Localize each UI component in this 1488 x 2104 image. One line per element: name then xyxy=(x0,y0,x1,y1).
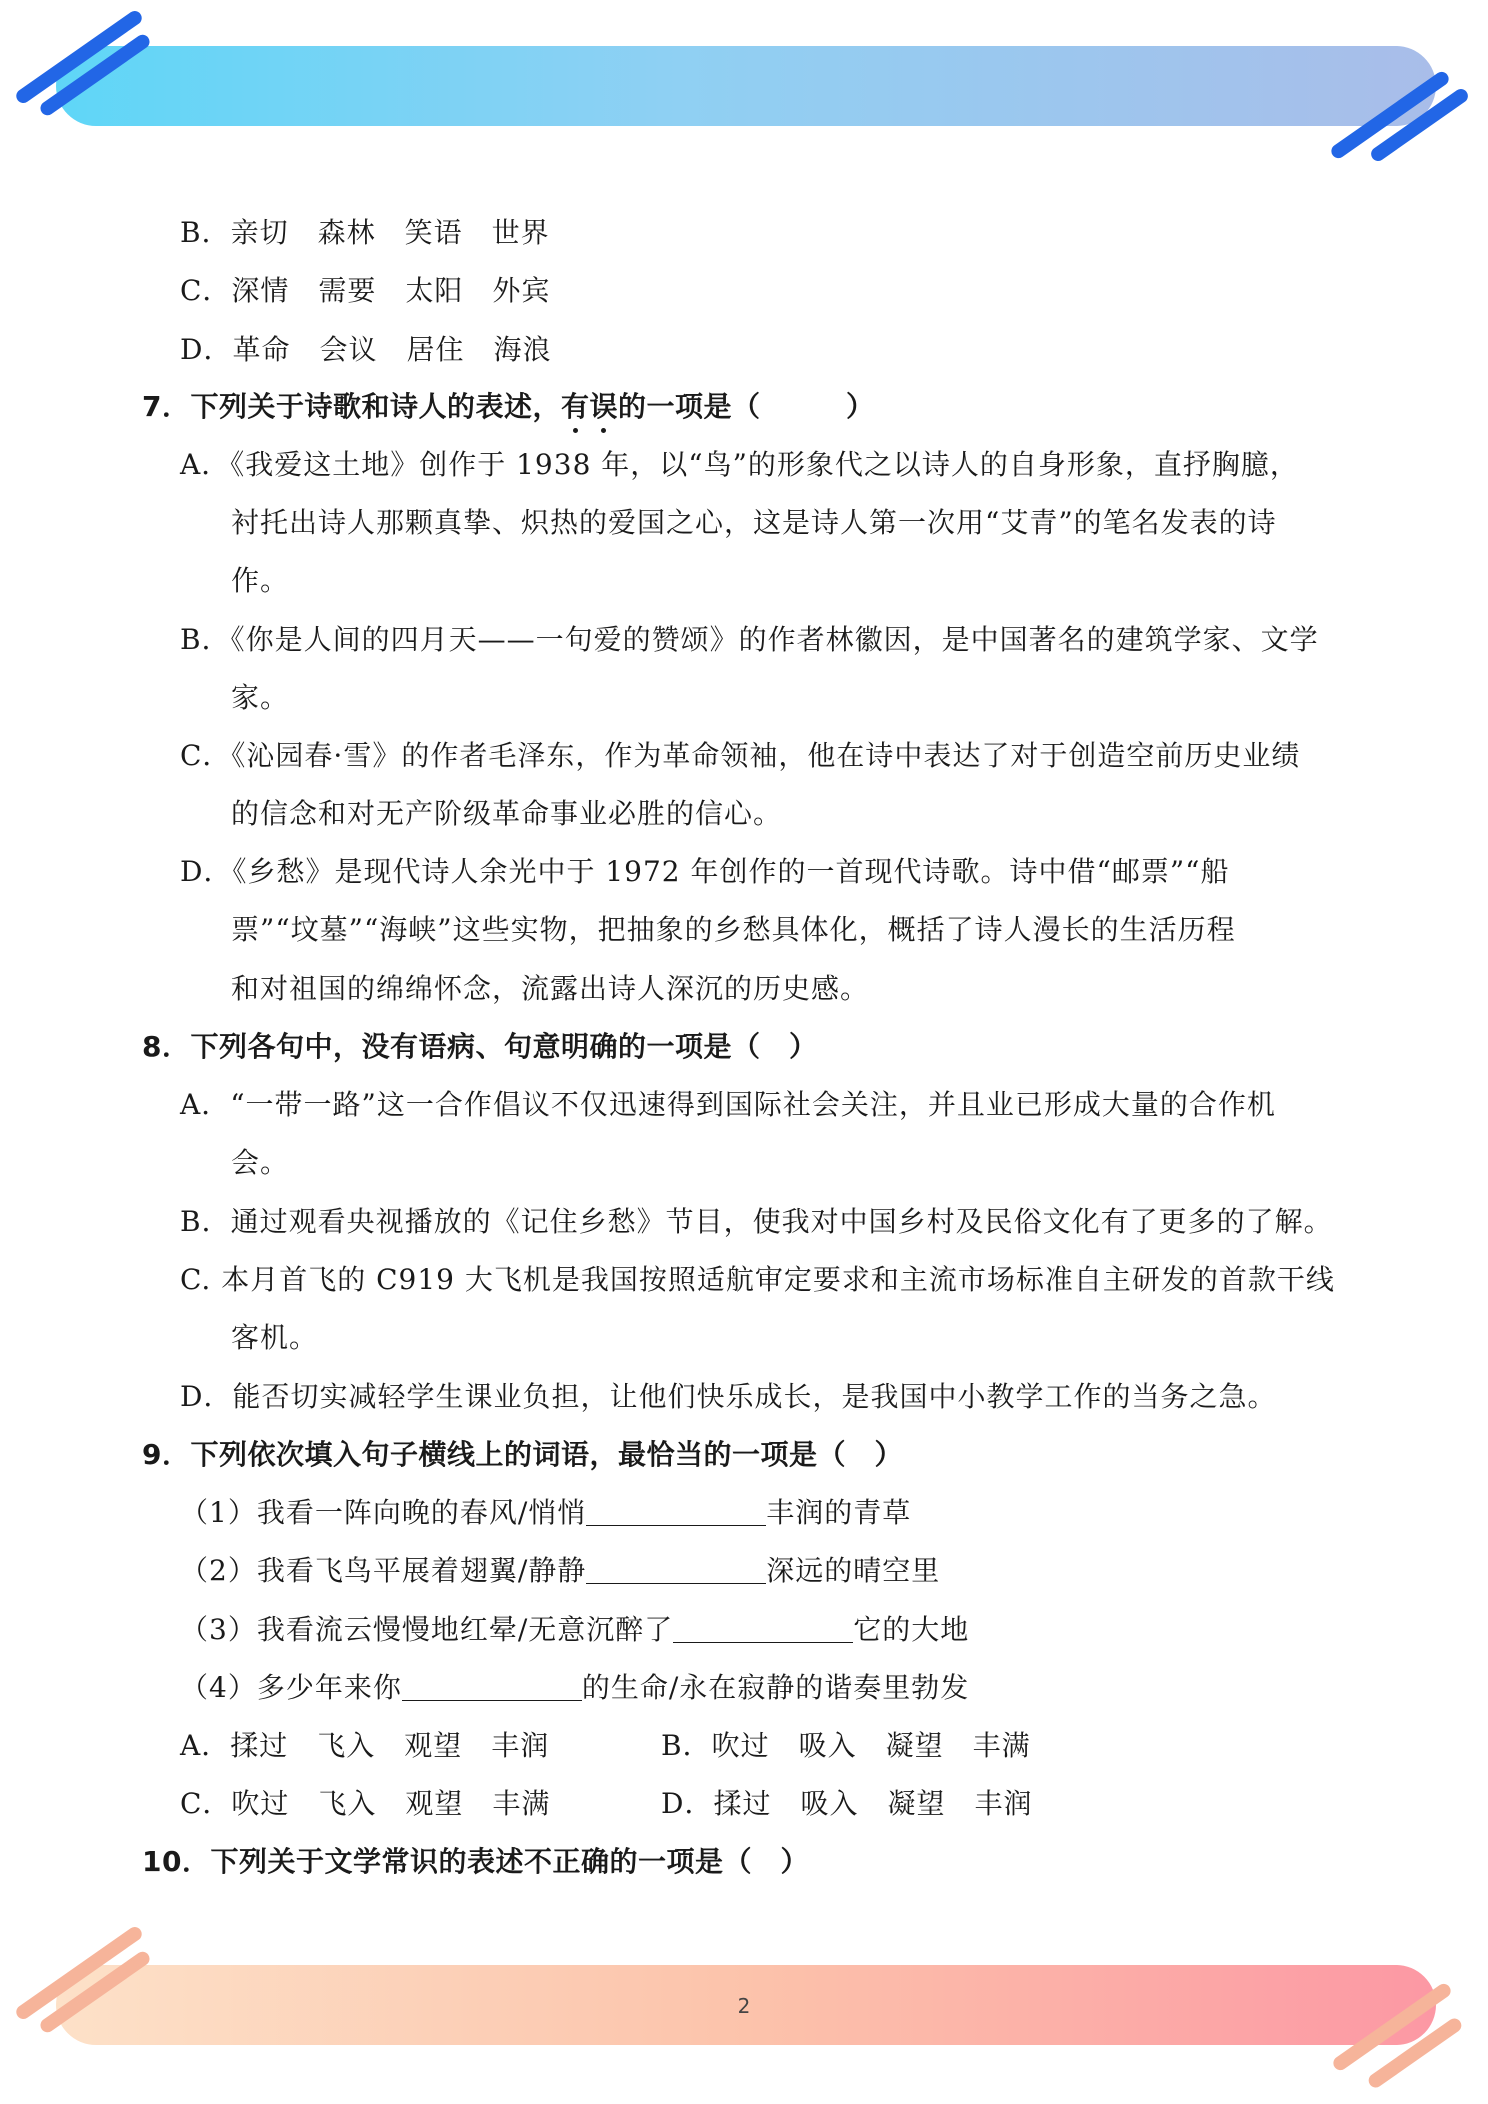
q9-sentence-text: （3）我看流云慢慢地红晕/无意沉醉了 xyxy=(180,1613,674,1646)
question-7-text: 的一项是（ ） xyxy=(618,390,875,423)
q8-option-b: B．通过观看央视播放的《记住乡愁》节目，使我对中国乡村及民俗文化有了更多的了解。 xyxy=(180,1205,1333,1238)
question-8: 8．下列各句中，没有语病、句意明确的一项是（ ） xyxy=(142,1030,818,1063)
q7-option-c-cont: 的信念和对无产阶级革命事业必胜的信心。 xyxy=(231,797,783,830)
fill-blank xyxy=(586,1495,766,1526)
q6-option-d: D．革命 会议 居住 海浪 xyxy=(180,333,552,366)
question-7 xyxy=(142,387,875,427)
q7-option-a-cont: 作。 xyxy=(231,564,290,597)
q7-option-b-cont: 家。 xyxy=(231,681,290,714)
q9-sentence-text: 它的大地 xyxy=(853,1613,970,1646)
q9-sentence-2 xyxy=(180,1551,940,1591)
q9-option-b: B．吹过 吸入 凝望 丰满 xyxy=(661,1729,1031,1762)
q9-option-a: A．揉过 飞入 观望 丰润 xyxy=(180,1729,550,1762)
emphasis-char: 误 xyxy=(590,387,619,427)
q7-option-b: B．《你是人间的四月天——一句爱的赞颂》的作者林徽因，是中国著名的建筑学家、文学 xyxy=(180,623,1319,656)
q6-option-c: C．深情 需要 太阳 外宾 xyxy=(180,274,551,307)
fill-blank xyxy=(586,1553,766,1584)
q9-sentence-text: 深远的晴空里 xyxy=(766,1554,941,1587)
q9-sentence-text: （2）我看飞鸟平展着翅翼/静静 xyxy=(180,1554,587,1587)
q7-option-d-cont: 和对祖国的绵绵怀念，流露出诗人深沉的历史感。 xyxy=(231,972,870,1005)
q9-sentence-1 xyxy=(180,1493,911,1533)
fill-blank xyxy=(673,1612,853,1643)
q9-sentence-3 xyxy=(180,1610,969,1650)
q7-option-a: A．《我爱这土地》创作于 1938 年，以“鸟”的形象代之以诗人的自身形象，直抒胸臆， xyxy=(180,448,1299,481)
q8-option-a-cont: 会。 xyxy=(231,1146,290,1179)
q7-option-d: D．《乡愁》是现代诗人余光中于 1972 年创作的一首现代诗歌。诗中借“邮票”“船 xyxy=(180,855,1230,888)
q9-option-d: D．揉过 吸入 凝望 丰润 xyxy=(661,1787,1033,1820)
question-7-text: 7．下列关于诗歌和诗人的表述， xyxy=(142,390,561,423)
q7-option-d-cont: 票”“坟墓”“海峡”这些实物，把抽象的乡愁具体化，概括了诗人漫长的生活历程 xyxy=(231,913,1236,946)
question-9: 9．下列依次填入句子横线上的词语，最恰当的一项是（ ） xyxy=(142,1438,903,1471)
q9-sentence-text: 丰润的青草 xyxy=(766,1496,912,1529)
header-banner xyxy=(56,46,1436,126)
q8-option-d: D．能否切实减轻学生课业负担，让他们快乐成长，是我国中小教学工作的当务之急。 xyxy=(180,1380,1277,1413)
q8-option-c-cont: 客机。 xyxy=(231,1321,319,1354)
fill-blank xyxy=(402,1670,582,1701)
q7-option-a-cont: 衬托出诗人那颗真挚、炽热的爱国之心，这是诗人第一次用“艾青”的笔名发表的诗 xyxy=(231,506,1277,539)
q9-sentence-4 xyxy=(180,1668,969,1708)
q9-sentence-text: （4）多少年来你 xyxy=(180,1671,402,1704)
page-number: 2 xyxy=(737,1994,751,2018)
q6-option-b: B．亲切 森林 笑语 世界 xyxy=(180,216,550,249)
emphasis-char: 有 xyxy=(561,387,590,427)
q8-option-c: C. 本月首飞的 C919 大飞机是我国按照适航审定要求和主流市场标准自主研发的首款干线 xyxy=(180,1263,1335,1296)
q7-option-c: C．《沁园春·雪》的作者毛泽东，作为革命领袖，他在诗中表达了对于创造空前历史业绩 xyxy=(180,739,1301,772)
q9-sentence-text: （1）我看一阵向晚的春风/悄悄 xyxy=(180,1496,587,1529)
q9-option-c: C．吹过 飞入 观望 丰满 xyxy=(180,1787,551,1820)
q8-option-a: A．“一带一路”这一合作倡议不仅迅速得到国际社会关注，并且业已形成大量的合作机 xyxy=(180,1088,1276,1121)
question-10: 10．下列关于文学常识的表述不正确的一项是（ ） xyxy=(142,1845,809,1878)
q9-sentence-text: 的生命/永在寂静的谐奏里勃发 xyxy=(581,1671,970,1704)
